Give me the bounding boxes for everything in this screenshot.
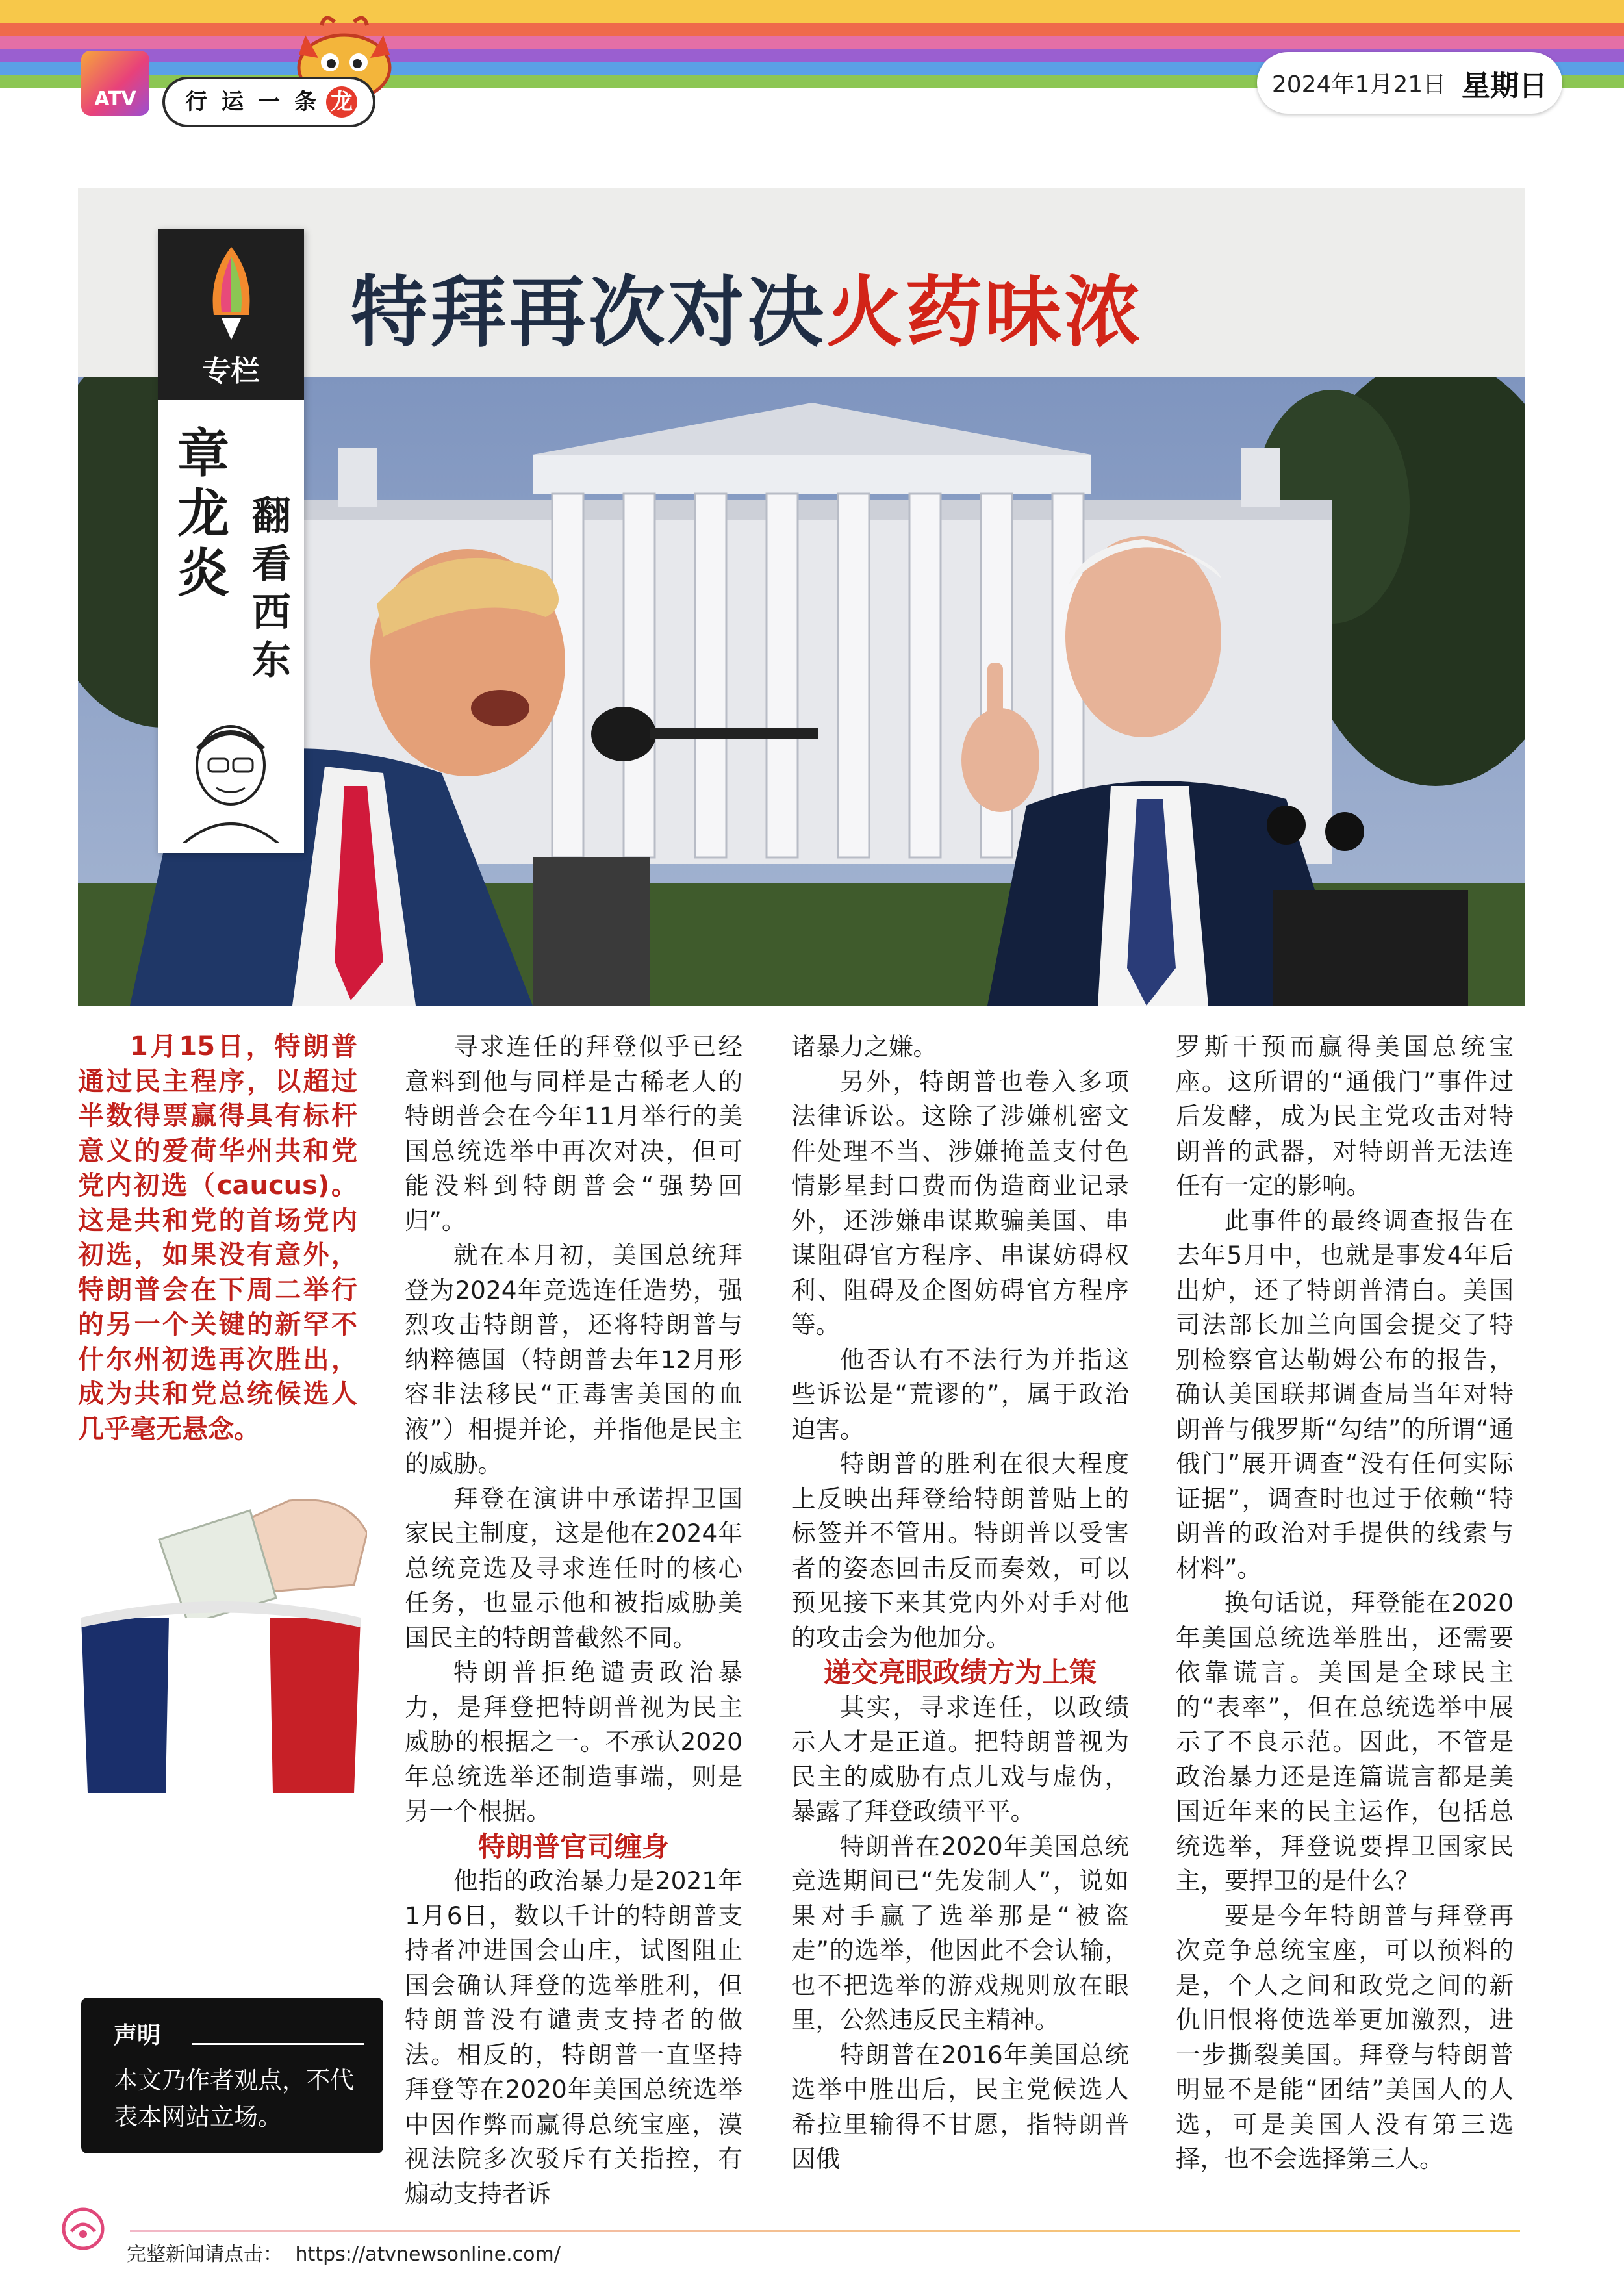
disclaimer-divider [192, 2043, 364, 2045]
biden-photo [948, 500, 1481, 1006]
atv-logo[interactable] [81, 51, 149, 116]
paragraph: 拜登在演讲中承诺捍卫国家民主制度，这是他在2024年总统竞选及寻求连任时的核心任务，也显示他和被指威胁美国民主的特朗普截然不同。 [405, 1484, 742, 1652]
footer-link-text [127, 2238, 561, 2267]
article-column-3 [1176, 1030, 1514, 2177]
paragraph: 就在本月初，美国总统拜登为2024年竞选连任造势，强烈攻击特朗普，还将特朗普与纳粹德国（特朗普去年12月形容非法移民“正毒害美国的血液”）相提并论，并指他是民主的威胁。 [405, 1241, 742, 1478]
author-portrait [171, 713, 291, 843]
pen-feather-icon [196, 244, 267, 341]
microphone-icon [591, 695, 825, 773]
column-name-char: 看 [252, 542, 291, 587]
disclaimer-box [81, 1998, 383, 2153]
lead-paragraph: 1月15日，特朗普通过民主程序，以超过半数得票赢得具有标杆意义的爱荷华州共和党党内初选（caucus)。这是共和党的首场党内初选，如果没有意外，特朗普会在下周二举行的另一个关键的新罕不什尔州初选再次胜出，成为共和党总统候选人几乎毫无悬念。 [78, 1032, 357, 1444]
headline-dark-part: 特拜再次对决 [351, 268, 827, 357]
header-stripe-yellow [0, 0, 1624, 23]
paragraph: 他否认有不法行为并指这些诉讼是“荒谬的”，属于政治迫害。 [791, 1345, 1129, 1443]
article-column-1 [405, 1030, 742, 2211]
article-column-2 [791, 1030, 1129, 2177]
paragraph: 另外，特朗普也卷入多项法律诉讼。这除了涉嫌机密文件处理不当、涉嫌掩盖支付色情影星封口费而伪造商业记录外，还涉嫌串谋欺骗美国、串谋阻碍官方程序、串谋妨碍权利、阻碍及企图妨碍官方程序等。 [791, 1067, 1129, 1339]
column-name [246, 492, 298, 685]
header-slogan [162, 77, 375, 127]
paragraph: 诸暴力之嫌。 [791, 1032, 937, 1061]
subheading: 特朗普官司缠身 [477, 1830, 669, 1862]
slogan-char: 一 [258, 89, 280, 115]
ballot-box-illustration [75, 1488, 367, 1793]
footer-label: 完整新闻请点击： [127, 2243, 283, 2266]
paragraph: 他指的政治暴力是2021年1月6日，数以千计的特朗普支持者冲进国会山庄，试图阻止国会确认拜登的选举胜利，但特朗普没有谴责支持者的做法。相反的，特朗普一直坚持拜登等在2020年美国总统选举中因作弊而赢得总统宝座，漠视法院多次驳斥有关指控，有煽动支持者诉 [405, 1866, 742, 2208]
weekday-text: 星期日 [1462, 69, 1548, 103]
paragraph: 寻求连任的拜登似乎已经意料到他与同样是古稀老人的特朗普会在今年11月举行的美国总统选举中再次对决，但可能没料到特朗普会“强势回归”。 [405, 1032, 742, 1235]
paragraph: 要是今年特朗普与拜登再次竞争总统宝座，可以预料的是，个人之间和政党之间的新仇旧恨将使选举更加激烈，进一步撕裂美国。拜登与特朗普明显不是能“团结”美国人的人选，可是美国人没有第三选择，也不会选择第三人。 [1176, 1901, 1514, 2173]
footer-url-link[interactable]: https://atvnewsonline.com/ [295, 2243, 561, 2266]
author-char: 炎 [177, 543, 229, 603]
paragraph: 此事件的最终调查报告在去年5月中，也就是事发4年后出炉，还了特朗普清白。美国司法部长加兰向国会提交了特别检察官达勒姆公布的报告，确认美国联邦调查局当年对特朗普与俄罗斯“勾结”的所谓“通俄门”展开调查“没有任何实际证据”，调查时也过于依赖“特朗普的政治对手提供的线索与材料”。 [1176, 1206, 1514, 1582]
date-badge [1257, 52, 1562, 114]
slogan-char: 行 [185, 89, 207, 115]
slogan-char: 龙 [326, 86, 357, 118]
paragraph: 罗斯干预而赢得美国总统宝座。这所谓的“通俄门”事件过后发酵，成为民主党攻击对特朗普的武器，对特朗普无法连任有一定的影响。 [1176, 1032, 1514, 1200]
disclaimer-title: 声明 [114, 2022, 161, 2049]
author-char: 章 [177, 424, 229, 484]
slogan-char: 条 [294, 89, 316, 115]
column-name-char: 东 [252, 638, 291, 683]
paragraph: 特朗普的胜利在很大程度上反映出拜登给特朗普贴上的标签并不管用。特朗普以受害者的姿态回击反而奏效，可以预见接下来其党内外对手对他的攻击会为他加分。 [791, 1449, 1129, 1652]
column-author-bar [158, 229, 304, 853]
article-headline [351, 251, 1143, 361]
header-stripe-pink [0, 36, 1624, 49]
subheading: 递交亮眼政绩方为上策 [823, 1657, 1097, 1688]
column-label: 专栏 [202, 355, 260, 388]
column-name-char: 西 [252, 590, 291, 635]
disclaimer-body: 本文乃作者观点，不代表本网站立场。 [114, 2066, 354, 2131]
paragraph: 特朗普在2016年美国总统选举中胜出后，民主党候选人希拉里输得不甘愿，指特朗普因俄 [791, 2040, 1129, 2173]
date-text: 2024年1月21日 [1271, 71, 1447, 98]
author-char: 龙 [177, 483, 229, 544]
paragraph: 特朗普拒绝谴责政治暴力，是拜登把特朗普视为民主威胁的根据之一。不承认2020年总统选举还制造事端，则是另一个根据。 [405, 1658, 742, 1825]
paragraph: 特朗普在2020年美国总统竞选期间已“先发制人”，说如果对手赢了选举那是“被盗走”的选举，他因此不会认输，也不把选举的游戏规则放在眼里，公然违反民主精神。 [791, 1831, 1129, 2034]
column-name-char: 翻 [252, 494, 291, 539]
headline-red-part: 火药味浓 [826, 268, 1144, 357]
atv-logo-text: ATV [94, 88, 136, 110]
paragraph: 其实，寻求连任，以政绩示人才是正道。把特朗普视为民主的威胁有点儿戏与虚伪，暴露了拜登政绩平平。 [791, 1692, 1129, 1825]
paragraph: 换句话说，拜登能在2020年美国总统选举胜出，还需要依靠谎言。美国是全球民主的“表率”，但在总统选举中展示了不良示范。因此，不管是政治暴力还是连篇谎言都是美国近年来的民主运作，包括总统选举，拜登说要捍卫国家民主，要捍卫的是什么？ [1176, 1588, 1514, 1895]
author-name [164, 424, 242, 603]
header-stripe-orange [0, 23, 1624, 36]
footer-logo-icon [60, 2205, 107, 2252]
footer-divider [130, 2230, 1520, 2232]
slogan-char: 运 [222, 89, 244, 115]
column-label-box [158, 229, 304, 400]
